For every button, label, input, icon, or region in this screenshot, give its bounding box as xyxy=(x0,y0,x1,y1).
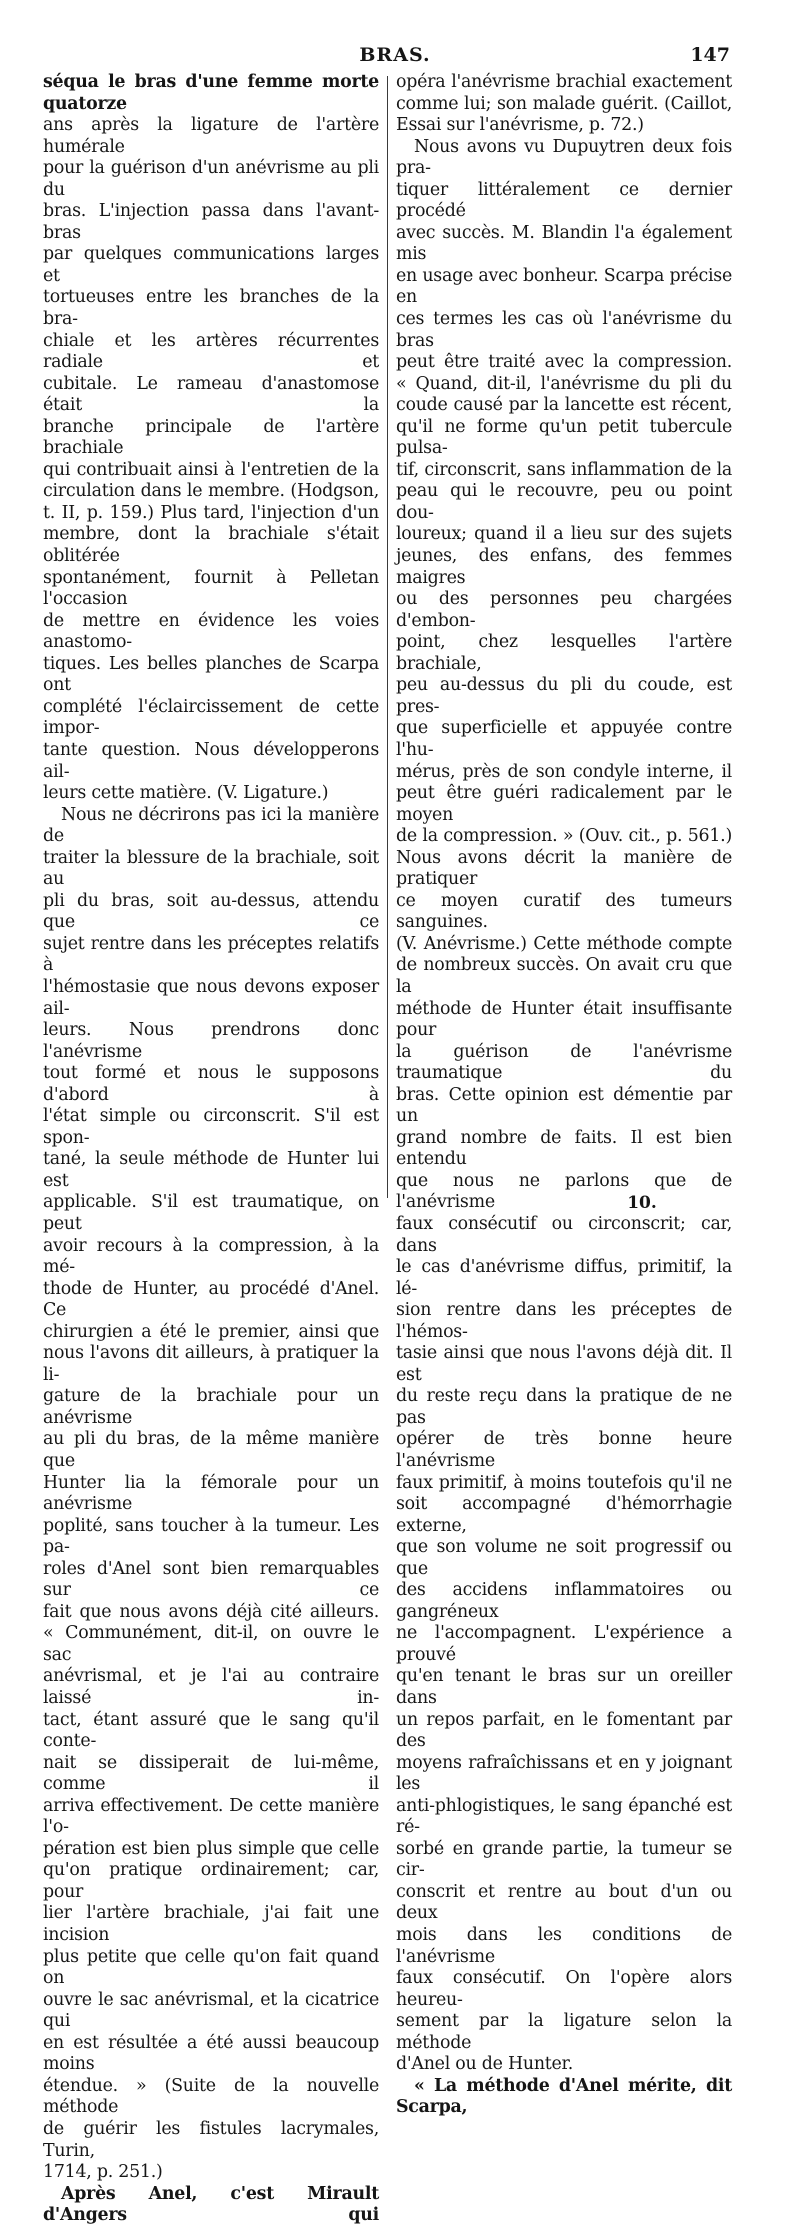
text-line: grand nombre de faits. Il est bien entendu xyxy=(396,1127,732,1170)
text-line: anti-phlogistiques, le sang épanché est ré- xyxy=(396,1795,732,1838)
text-line: en usage avec bonheur. Scarpa précise en xyxy=(396,265,732,308)
text-line: branche principale de l'artère brachiale xyxy=(43,416,379,459)
text-line: en est résultée a été aussi beaucoup moins xyxy=(43,2032,379,2075)
text-line: mérus, près de son condyle interne, il xyxy=(396,761,732,782)
text-line: un repos parfait, en le fomentant par des xyxy=(396,1709,732,1752)
text-line: sion rentre dans les préceptes de l'hémos- xyxy=(396,1300,732,1342)
text-line: chirurgien a été le premier, ainsi que xyxy=(43,1321,379,1342)
text-line: pli du bras, soit au-dessus, attendu que ce xyxy=(43,890,379,933)
right-column xyxy=(396,72,732,2119)
left-column xyxy=(43,72,379,2227)
text-line: coude causé par la lancette est récent, xyxy=(396,395,732,416)
text-line: avoir recours à la compression, à la mé- xyxy=(43,1235,379,1278)
text-line: peut être traité avec la compression. xyxy=(396,352,732,373)
text-line: étendue. » (Suite de la nouvelle méthode xyxy=(43,2075,379,2118)
text-line: tasie ainsi que nous l'avons déjà dit. Il est xyxy=(396,1343,732,1385)
text-line: séqua le bras d'une femme morte quatorze xyxy=(43,72,379,114)
text-line: leurs. Nous prendrons donc l'anévrisme xyxy=(43,1020,379,1062)
text-line: ces termes les cas où l'anévrisme du bras xyxy=(396,309,732,351)
text-line: au pli du bras, de la même manière que xyxy=(43,1429,379,1471)
text-line: (V. Anévrisme.) Cette méthode compte xyxy=(396,933,732,954)
text-line: que nous ne parlons que de l'anévrisme xyxy=(396,1170,732,1213)
text-line: poplité, sans toucher à la tumeur. Les pa- xyxy=(43,1515,379,1558)
text-line: moyens rafraîchissans et en y joignant les xyxy=(396,1752,732,1795)
text-line: l'hémostasie que nous devons exposer ail- xyxy=(43,976,379,1019)
text-line: chiale et les artères récurrentes radiale et xyxy=(43,330,379,373)
text-line: peu au-dessus du pli du coude, est pres- xyxy=(396,675,732,717)
text-line: des accidens inflammatoires ou gangréneux xyxy=(396,1580,732,1622)
text-line: pour la guérison d'un anévrisme au pli du xyxy=(43,158,379,200)
text-line: tif, circonscrit, sans inflammation de la xyxy=(396,459,732,480)
text-line: plus petite que celle qu'on fait quand on xyxy=(43,1946,379,1989)
text-line: thode de Hunter, au procédé d'Anel. Ce xyxy=(43,1278,379,1321)
text-line: conscrit et rentre au bout d'un ou deux xyxy=(396,1881,732,1924)
text-line: du reste reçu dans la pratique de ne pas xyxy=(396,1386,732,1428)
text-line: méthode de Hunter était insuffisante pour xyxy=(396,998,732,1041)
text-line: comme lui; son malade guérit. (Caillot, xyxy=(396,93,732,114)
text-line: qui contribuait ainsi à l'entretien de la xyxy=(43,459,379,480)
text-line: spontanément, fournit à Pelletan l'occasion xyxy=(43,567,379,610)
text-line: ou des personnes peu chargées d'embon- xyxy=(396,589,732,631)
text-line: Nous ne décrirons pas ici la manière de xyxy=(43,804,379,847)
text-line: peut être guéri radicalement par le moyen xyxy=(396,783,732,825)
text-line: complété l'éclaircissement de cette impor- xyxy=(43,696,379,739)
text-line: gature de la brachiale pour un anévrisme xyxy=(43,1386,379,1428)
text-line: sujet rentre dans les préceptes relatifs à xyxy=(43,933,379,976)
text-line: d'Anel ou de Hunter. xyxy=(396,2054,573,2075)
text-line: loureux; quand il a lieu sur des sujets xyxy=(396,524,732,545)
text-line: la guérison de l'anévrisme traumatique du xyxy=(396,1041,732,1084)
text-line: qu'on pratique ordinairement; car, pour xyxy=(43,1860,379,1902)
text-line: avec succès. M. Blandin l'a également mis xyxy=(396,222,732,265)
text-line: arriva effectivement. De cette manière l'o- xyxy=(43,1795,379,1838)
signature-mark: 10. xyxy=(627,1193,657,1213)
text-line: soit accompagné d'hémorrhagie externe, xyxy=(396,1494,732,1536)
text-line: Hunter lia la fémorale pour un anévrisme xyxy=(43,1472,379,1515)
text-line: ce moyen curatif des tumeurs sanguines. xyxy=(396,890,732,933)
column-divider xyxy=(387,76,388,1198)
text-line: 1714, p. 251.) xyxy=(43,2162,163,2183)
text-line: par quelques communications larges et xyxy=(43,244,379,286)
text-line: qu'il ne forme qu'un petit tubercule pulsa- xyxy=(396,416,732,459)
text-line: peau qui le recouvre, peu ou point dou- xyxy=(396,481,732,523)
text-line: leurs cette matière. (V. Ligature.) xyxy=(43,783,329,804)
text-line: membre, dont la brachiale s'était oblitérée xyxy=(43,524,379,567)
text-line: mois dans les conditions de l'anévrisme xyxy=(396,1925,732,1967)
text-line: opérer de très bonne heure l'anévrisme xyxy=(396,1429,732,1471)
text-line: bras. L'injection passa dans l'avant-bras xyxy=(43,201,379,243)
text-line: traiter la blessure de la brachiale, soit au xyxy=(43,847,379,890)
text-line: tiques. Les belles planches de Scarpa ont xyxy=(43,653,379,696)
page-number: 147 xyxy=(690,44,730,66)
text-line: opéra l'anévrisme brachial exactement xyxy=(396,72,732,92)
text-line: Essai sur l'anévrisme, p. 72.) xyxy=(396,115,644,136)
text-line: ne l'accompagnent. L'expérience a prouvé xyxy=(396,1623,732,1665)
text-line: tact, étant assuré que le sang qu'il conte- xyxy=(43,1709,379,1752)
text-line: ans après la ligature de l'artère humérale xyxy=(43,115,379,157)
text-line: que superficielle et appuyée contre l'hu- xyxy=(396,718,732,760)
text-line: pération est bien plus simple que celle xyxy=(43,1838,379,1859)
text-line: « Quand, dit-il, l'anévrisme du pli du xyxy=(396,373,732,394)
text-line: que son volume ne soit progressif ou que xyxy=(396,1537,732,1579)
text-line: faux primitif, à moins toutefois qu'il ne xyxy=(396,1472,732,1493)
text-line: de mettre en évidence les voies anastomo- xyxy=(43,610,379,653)
text-line: le cas d'anévrisme diffus, primitif, la lé- xyxy=(396,1257,732,1299)
text-line: bras. Cette opinion est démentie par un xyxy=(396,1084,732,1127)
text-line: « Communément, dit-il, on ouvre le sac xyxy=(43,1623,379,1665)
text-line: de guérir les fistules lacrymales, Turin, xyxy=(43,2118,379,2161)
text-line: de nombreux succès. On avait cru que la xyxy=(396,955,732,997)
text-line: point, chez lesquelles l'artère brachiale, xyxy=(396,632,732,674)
text-line: « La méthode d'Anel mérite, dit Scarpa, xyxy=(396,2075,732,2118)
text-line: faux consécutif. On l'opère alors heureu- xyxy=(396,1968,732,2010)
text-line: nous l'avons dit ailleurs, à pratiquer la li- xyxy=(43,1343,379,1385)
text-line: Après Anel, c'est Mirault d'Angers qui xyxy=(43,2183,379,2226)
text-line: sorbé en grande partie, la tumeur se cir- xyxy=(396,1838,732,1881)
text-line: tortueuses entre les branches de la bra- xyxy=(43,287,379,330)
page-header xyxy=(0,44,800,74)
text-line: tout formé et nous le supposons d'abord à xyxy=(43,1063,379,1105)
text-line: roles d'Anel sont bien remarquables sur ce xyxy=(43,1558,379,1601)
text-line: nait se dissiperait de lui-même, comme il xyxy=(43,1752,379,1795)
text-line: jeunes, des enfans, des femmes maigres xyxy=(396,546,732,588)
text-line: tané, la seule méthode de Hunter lui est xyxy=(43,1149,379,1191)
text-line: de la compression. » (Ouv. cit., p. 561.) xyxy=(396,826,732,847)
text-line: ouvre le sac anévrismal, et la cicatrice qui xyxy=(43,1989,379,2032)
text-line: lier l'artère brachiale, j'ai fait une incision xyxy=(43,1903,379,1946)
text-line: tiquer littéralement ce dernier procédé xyxy=(396,179,732,222)
text-line: cubitale. Le rameau d'anastomose était la xyxy=(43,373,379,416)
text-line: fait que nous avons déjà cité ailleurs. xyxy=(43,1601,379,1622)
text-line: Nous avons vu Dupuytren deux fois pra- xyxy=(396,136,732,179)
text-line: tante question. Nous développerons ail- xyxy=(43,739,379,782)
text-line: Nous avons décrit la manière de pratiquer xyxy=(396,847,732,890)
running-title: BRAS. xyxy=(359,44,431,66)
text-line: sement par la ligature selon la méthode xyxy=(396,2011,732,2053)
text-line: l'état simple ou circonscrit. S'il est spon- xyxy=(43,1106,379,1148)
text-line: faux consécutif ou circonscrit; car, dans xyxy=(396,1213,732,1256)
text-line: qu'en tenant le bras sur un oreiller dans xyxy=(396,1666,732,1709)
text-line: t. II, p. 159.) Plus tard, l'injection d'un xyxy=(43,502,379,523)
text-line: circulation dans le membre. (Hodgson, xyxy=(43,481,379,502)
text-line: applicable. S'il est traumatique, on peut xyxy=(43,1192,379,1234)
text-line: anévrismal, et je l'ai au contraire laissé in- xyxy=(43,1666,379,1709)
